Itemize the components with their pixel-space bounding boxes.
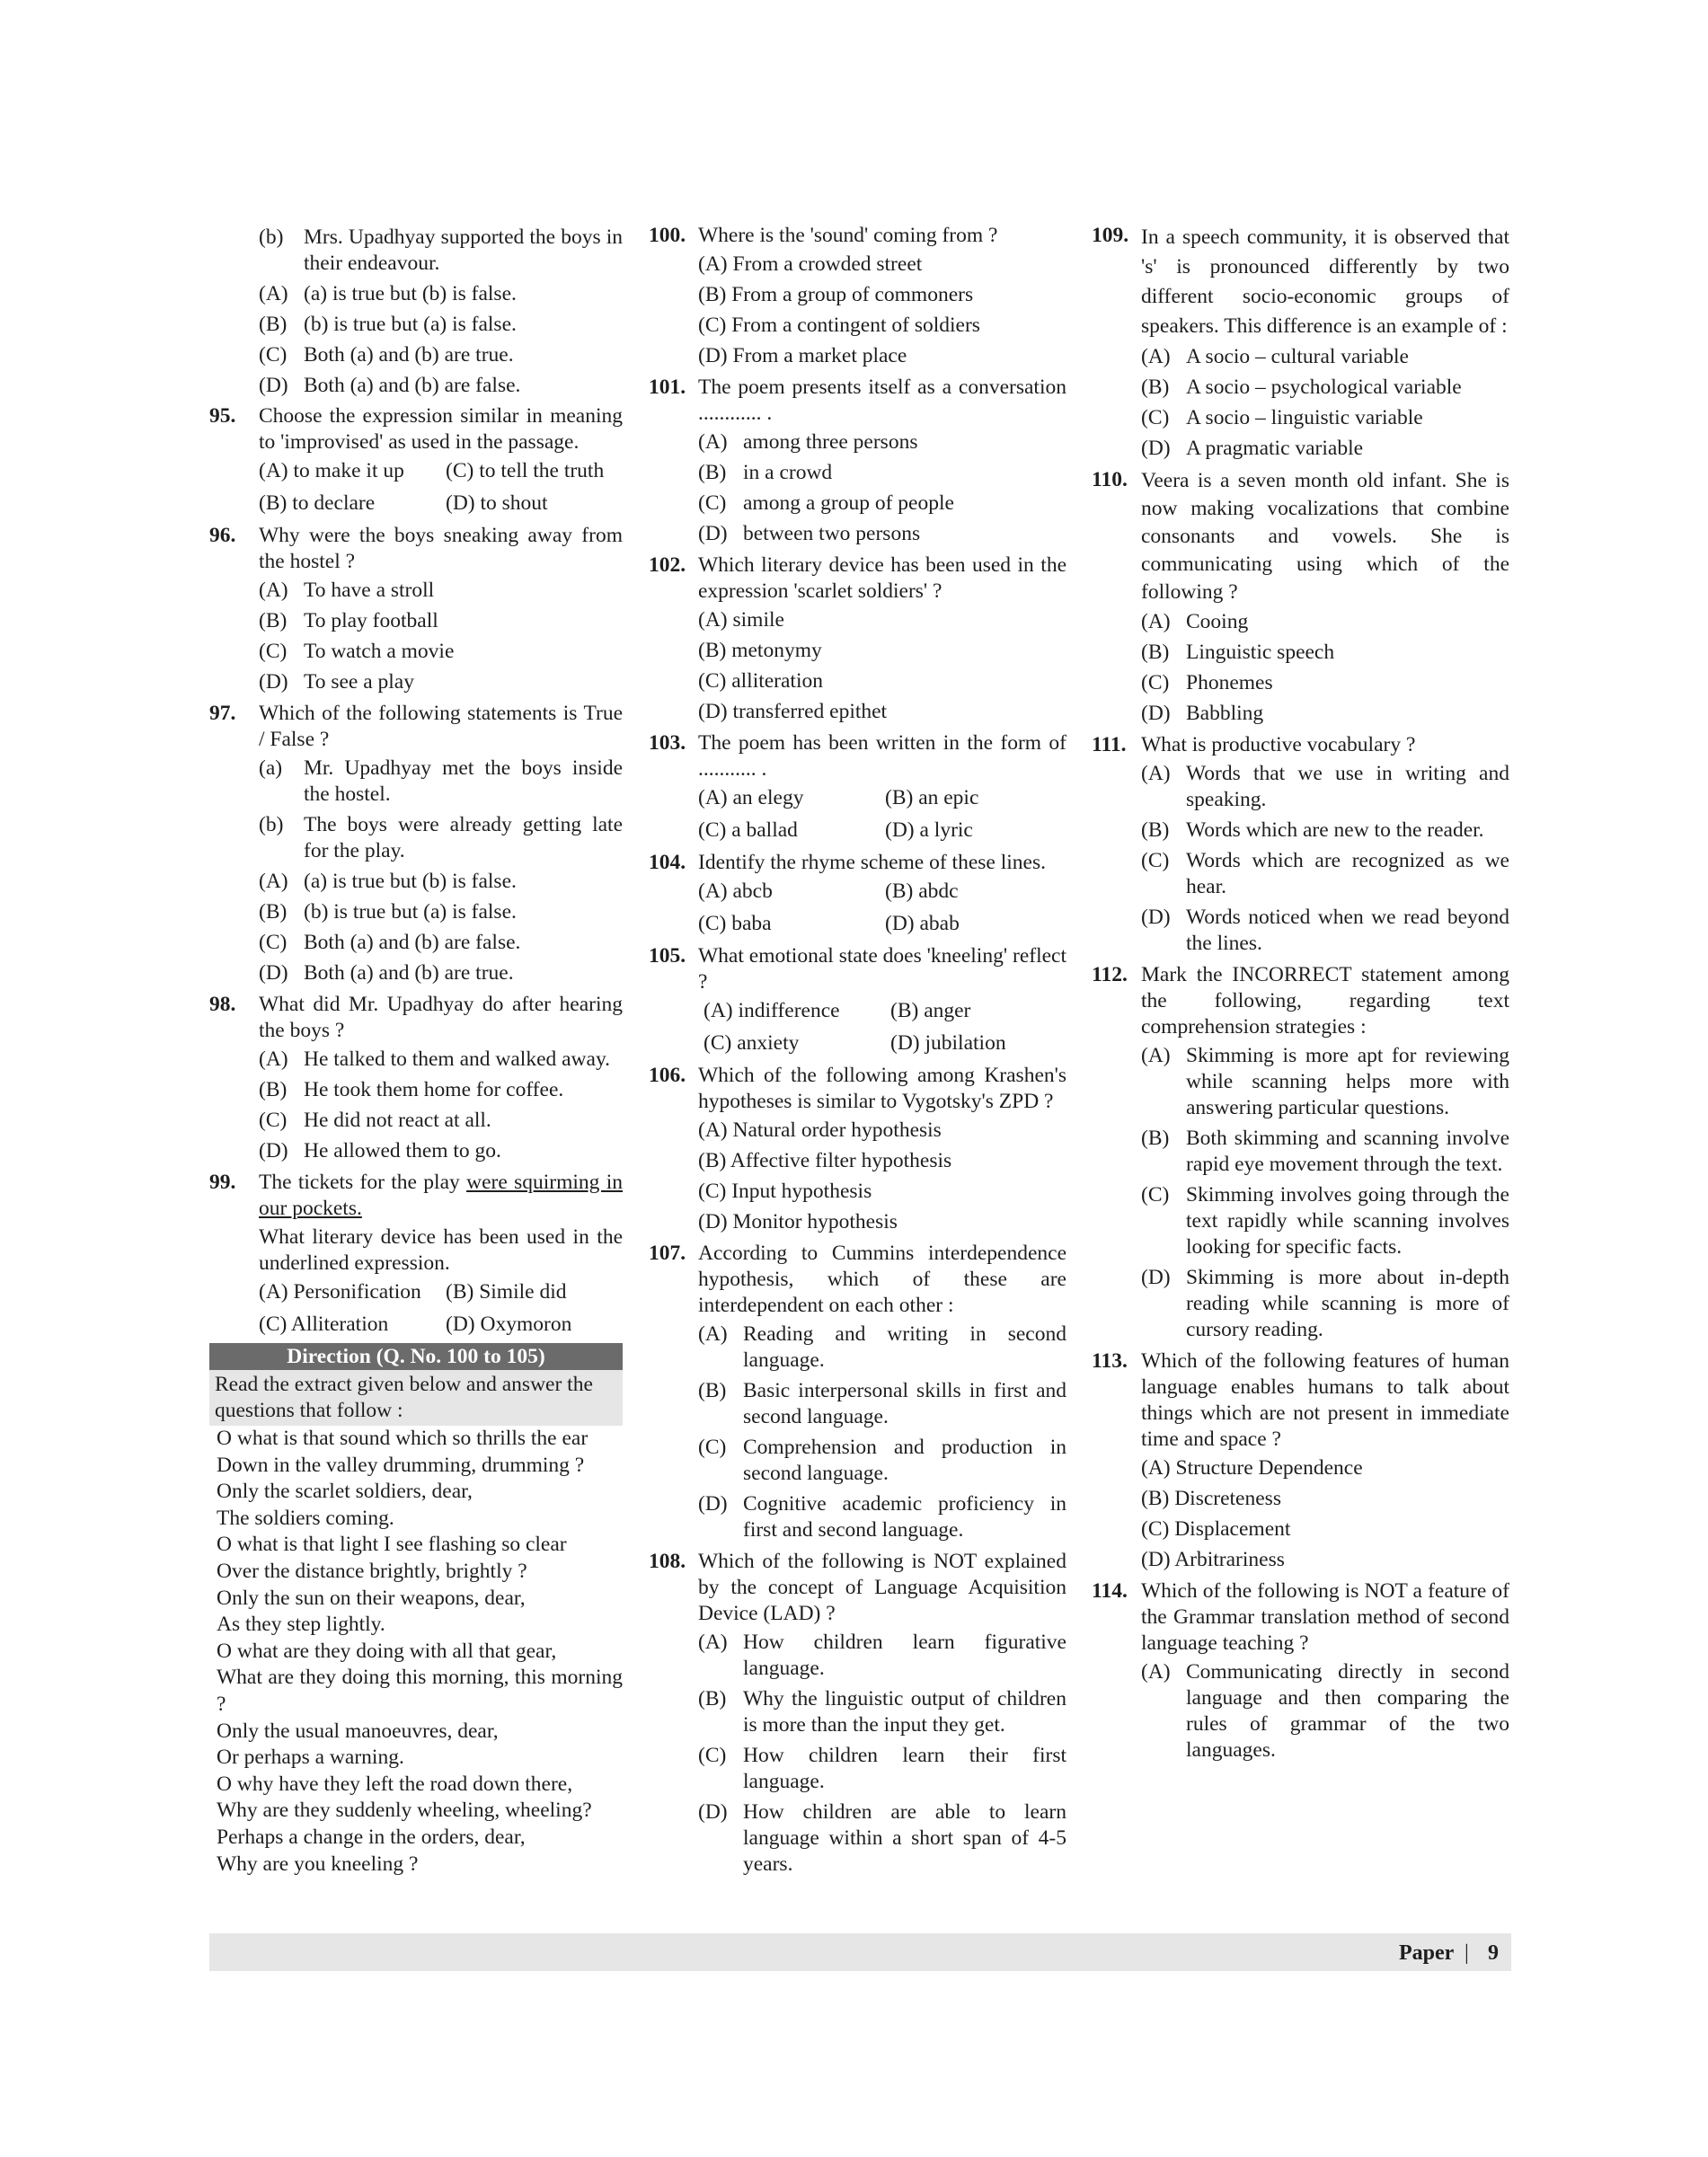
option: (D) Cognitive academic proficiency in first and second language. [698, 1492, 1066, 1542]
option-pair: (C) a ballad (D) a lyric [698, 818, 973, 842]
poem-line: Only the scarlet soldiers, dear, [217, 1480, 473, 1504]
underlined-expression: were squirming in our pockets. [259, 1171, 623, 1220]
option: (A) A socio – cultural variable [1141, 345, 1409, 368]
option: (B) metonymy [698, 639, 822, 662]
page-number: 9 [1488, 1941, 1499, 1965]
question-103: 103. The poem has been written in the form of ........... . (A) an elegy (B) an epic (C) a ballad (D) a lyric [649, 731, 1066, 842]
option: (B) He took them home for coffee. [259, 1078, 564, 1101]
option: (B) Both skimming and scanning involve rapid eye movement through the text. [1141, 1127, 1509, 1176]
option: (D) From a market place [698, 344, 907, 367]
question-99: 99. The tickets for the play were squirming in our pockets. What literary device has been used in the underlined expression. (A) Personification (B) Simile did (C) Alliteration (D) Oxymoron [209, 1171, 623, 1336]
poem-line: Why are they suddenly wheeling, wheeling? [217, 1799, 592, 1823]
option: (B) From a group of commoners [698, 283, 974, 306]
option: (A) Reading and writing in second language. [698, 1322, 1066, 1372]
question-112: 112. Mark the INCORRECT statement among the following, regarding text comprehension strategies : (A) Skimming is more apt for reviewing while scanning helps more with answering particular questions. (B) Both skimming and scanning involve rapid eye movement through the text. (C) Skimming involves going through the text rapidly while scanning involves looking for specific facts. (D) Skimming is more about in-depth reading while scanning is more of cursory reading. [1092, 963, 1509, 1341]
question-95: 95. Choose the expression similar in meaning to 'improvised' as used in the passage. (A) to make it up (C) to tell the truth (B) to declare (D) to shout [209, 404, 623, 515]
option: (B) Basic interpersonal skills in first and second language. [698, 1379, 1066, 1428]
option-pair: (B) to declare (D) to shout [259, 491, 548, 515]
question-104: 104. Identify the rhyme scheme of these lines. (A) abcb (B) abdc (C) baba (D) abab [649, 850, 1066, 937]
option: (C) Displacement [1141, 1517, 1291, 1541]
option: (D) Words noticed when we read beyond the lines. [1141, 906, 1509, 955]
footer-bar [209, 1933, 1511, 1971]
question-105: 105. What emotional state does 'kneeling' reflect ? (A) indifference (B) anger (C) anxiety (D) jubilation [649, 944, 1066, 1055]
question-97: 97. Which of the following statements is True / False ? (a) Mr. Upadhyay met the boys inside the hostel. (b) The boys were already getting late for the play. (A) (a) is true but (b) is false. (B) (b) is true but (a) is false. (C) Both (a) and (b) are false. (D) Both (a) and (b) are true. [209, 702, 623, 985]
poem-line: What are they doing this morning, this morning ? [217, 1666, 623, 1716]
option-pair: (C) anxiety (D) jubilation [704, 1031, 1006, 1055]
option: (C) Words which are recognized as we hear. [1141, 849, 1509, 898]
poem-line: O what is that sound which so thrills the ear [217, 1427, 589, 1450]
option: (B) (b) is true but (a) is false. [259, 313, 517, 336]
column-1 [209, 223, 623, 1878]
option: (A) To have a stroll [259, 579, 435, 602]
question-106: 106. Which of the following among Krashen's hypotheses is similar to Vygotsky's ZPD ? (A) Natural order hypothesis (B) Affective filter hypothesis (C) Input hypothesis (D) Monitor hypothesis [649, 1064, 1066, 1233]
option: (B) Discreteness [1141, 1487, 1281, 1510]
option: (C) Both (a) and (b) are false. [259, 931, 521, 954]
option: (b) Mrs. Upadhyay supported the boys in their endeavour. [259, 225, 623, 275]
option: (C) From a contingent of soldiers [698, 314, 980, 337]
option: (C) To watch a movie [259, 640, 455, 663]
option-pair: (A) Personification (B) Simile did [259, 1280, 567, 1304]
option: (D) transferred epithet [698, 700, 888, 723]
option: (A) (a) is true but (b) is false. [259, 282, 517, 305]
option: (D) A pragmatic variable [1141, 437, 1364, 460]
question-98: 98. What did Mr. Upadhyay do after hearing the boys ? (A) He talked to them and walked away. (B) He took them home for coffee. (C) He did not react at all. (D) He allowed them to go. [209, 993, 623, 1162]
option: (B) Words which are new to the reader. [1141, 818, 1484, 842]
option: (B) in a crowd [698, 461, 833, 484]
option: (C) Comprehension and production in second language. [698, 1436, 1066, 1485]
option: (C) alliteration [698, 669, 823, 693]
question-96: 96. Why were the boys sneaking away from the hostel ? (A) To have a stroll (B) To play football (C) To watch a movie (D) To see a play [209, 524, 623, 694]
question-101: 101. The poem presents itself as a conversation ............ . (A) among three persons (B) in a crowd (C) among a group of people (D) between two persons [649, 376, 1066, 545]
option: (C) Skimming involves going through the text rapidly while scanning involves looking for specific facts. [1141, 1183, 1509, 1259]
option: (C) Phonemes [1141, 671, 1273, 694]
option: (A) Words that we use in writing and speaking. [1141, 762, 1509, 811]
question-102: 102. Which literary device has been used in the expression 'scarlet soldiers' ? (A) simile (B) metonymy (C) alliteration (D) transferred epithet [649, 553, 1066, 723]
footer-separator: | [1465, 1941, 1469, 1965]
option: (C) Both (a) and (b) are true. [259, 343, 514, 367]
question-100: 100. Where is the 'sound' coming from ? (A) From a crowded street (B) From a group of commoners (C) From a contingent of soldiers (D) From a market place [649, 223, 1066, 369]
option-pair: (A) abcb (B) abdc [698, 880, 959, 903]
option: (C) A socio – linguistic variable [1141, 406, 1423, 429]
option: (D) Skimming is more about in-depth reading while scanning is more of cursory reading. [1141, 1266, 1509, 1341]
option-pair: (A) to make it up (C) to tell the truth [259, 459, 605, 482]
column-3 [1092, 223, 1509, 1769]
option-pair: (A) indifference (B) anger [704, 999, 971, 1022]
option: (D) Both (a) and (b) are false. [259, 374, 521, 397]
question-111: 111. What is productive vocabulary ? (A) Words that we use in writing and speaking. (B) Words which are new to the reader. (C) Words which are recognized as we hear. (D) Words noticed when we read beyond the lines. [1092, 733, 1509, 955]
statement: (a) Mr. Upadhyay met the boys inside the hostel. [259, 756, 623, 806]
option: (A) Cooing [1141, 610, 1249, 633]
poem-line: Down in the valley drumming, drumming ? [217, 1453, 585, 1477]
poem-line: The soldiers coming. [217, 1506, 394, 1530]
q94-continued [209, 225, 623, 399]
poem-line: Only the usual manoeuvres, dear, [217, 1719, 499, 1743]
option: (C) How children learn their first language. [698, 1744, 1066, 1793]
option: (A) among three persons [698, 430, 918, 454]
question-107: 107. According to Cummins interdependence hypothesis, which of these are interdependent on each other : (A) Reading and writing in second language. (B) Basic interpersonal skills in first and second language. (C) Comprehension and production in second language. (D) Cognitive academic proficiency in first and second language. [649, 1242, 1066, 1542]
question-113: 113. Which of the following features of human language enables humans to talk about things which are not present in immediate time and space ? (A) Structure Dependence (B) Discreteness (C) Displacement (D) Arbitrariness [1092, 1349, 1509, 1571]
option-pair: (C) baba (D) abab [698, 912, 960, 935]
poem-extract [209, 1426, 623, 1878]
poem-line: Perhaps a change in the orders, dear, [217, 1825, 526, 1849]
option: (A) Structure Dependence [1141, 1456, 1363, 1480]
option: (B) Why the linguistic output of children is more than the input they get. [698, 1687, 1066, 1737]
poem-line: Only the sun on their weapons, dear, [217, 1586, 526, 1610]
option: (D) He allowed them to go. [259, 1139, 501, 1162]
direction-instructions: Read the extract given below and answer the questions that follow : [209, 1370, 623, 1426]
option: (A) Skimming is more apt for reviewing while scanning helps more with answering particular questions. [1141, 1044, 1509, 1119]
question-109: 109. In a speech community, it is observed that 's' is pronounced differently by two different socio-economic groups of speakers. This difference is an example of : (A) A socio – cultural variable (B) A socio – psychological variable (C) A socio – linguistic variable (D) A pragmatic variable [1092, 224, 1509, 460]
option-pair: (A) an elegy (B) an epic [698, 786, 979, 809]
option: (D) between two persons [698, 522, 921, 545]
option: (B) (b) is true but (a) is false. [259, 900, 517, 924]
poem-line: Why are you kneeling ? [217, 1852, 419, 1876]
column-2 [649, 223, 1066, 1883]
question-108: 108. Which of the following is NOT explained by the concept of Language Acquisition Device (LAD) ? (A) How children learn figurative language. (B) Why the linguistic output of children is more than the input they get. (C) How children learn their first language. (D) How children are able to learn language within a short span of 4-5 years. [649, 1550, 1066, 1876]
poem-line: Or perhaps a warning. [217, 1746, 404, 1770]
option: (B) A socio – psychological variable [1141, 376, 1462, 399]
option: (A) He talked to them and walked away. [259, 1048, 611, 1071]
footer-label: Paper [1399, 1941, 1455, 1965]
option: (C) Input hypothesis [698, 1180, 872, 1203]
poem-line: As they step lightly. [217, 1613, 385, 1637]
option: (D) Babbling [1141, 702, 1264, 725]
option: (C) among a group of people [698, 491, 954, 515]
option-pair: (C) Alliteration (D) Oxymoron [259, 1313, 572, 1336]
option: (A) (a) is true but (b) is false. [259, 870, 517, 893]
poem-line: Over the distance brightly, brightly ? [217, 1559, 527, 1583]
question-99-text: The tickets for the play were squirming in our pockets. [259, 1171, 623, 1220]
option: (D) How children are able to learn language within a short span of 4-5 years. [698, 1800, 1066, 1876]
option: (A) Communicating directly in second language and then comparing the rules of grammar of the two languages. [1141, 1660, 1509, 1762]
statement: (b) The boys were already getting late for the play. [259, 813, 623, 862]
option: (D) Monitor hypothesis [698, 1210, 898, 1233]
poem-line: O why have they left the road down there, [217, 1772, 573, 1796]
option: (B) Linguistic speech [1141, 641, 1335, 664]
option: (A) How children learn figurative language. [698, 1631, 1066, 1680]
question-110: 110. Veera is a seven month old infant. She is now making vocalizations that combine consonants and vowels. She is communicating using which of the following ? (A) Cooing (B) Linguistic speech (C) Phonemes (D) Babbling [1092, 468, 1509, 725]
option: (B) To play football [259, 609, 438, 632]
direction-heading: Direction (Q. No. 100 to 105) [209, 1343, 623, 1370]
option: (D) Arbitrariness [1141, 1548, 1285, 1571]
poem-line: O what are they doing with all that gear, [217, 1639, 557, 1663]
option: (C) He did not react at all. [259, 1109, 491, 1132]
option: (A) Natural order hypothesis [698, 1118, 942, 1142]
option: (D) Both (a) and (b) are true. [259, 961, 514, 985]
option: (B) Affective filter hypothesis [698, 1149, 952, 1172]
option: (A) From a crowded street [698, 252, 923, 276]
question-114: 114. Which of the following is NOT a feature of the Grammar translation method of second language teaching ? (A) Communicating directly in second language and then comparing the rules of grammar of the two languages. [1092, 1579, 1509, 1762]
poem-line: O what is that light I see flashing so clear [217, 1533, 567, 1557]
option: (A) simile [698, 608, 784, 632]
option: (D) To see a play [259, 670, 414, 694]
